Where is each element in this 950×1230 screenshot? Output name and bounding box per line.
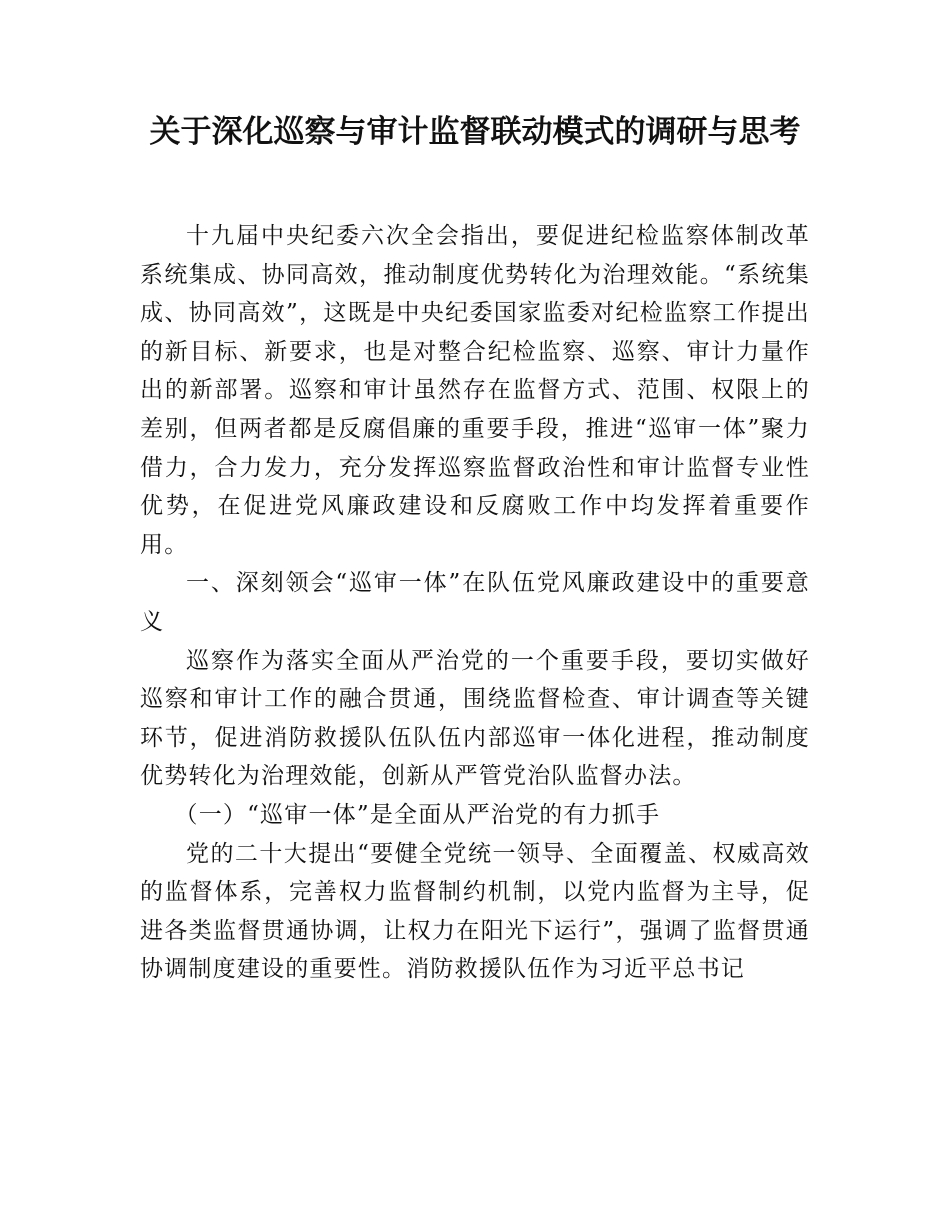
paragraph-subsection-1: 党的二十大提出“要健全党统一领导、全面覆盖、权威高效的监督体系，完善权力监督制约机制，以党内监督为主导，促进各类监督贯通协调，让权力在阳光下运行”，强调了监督贯通协调制度建设的重要性。消防救援队伍作为习近平总书记 <box>140 840 810 983</box>
document-title: 关于深化巡察与审计监督联动模式的调研与思考 <box>149 114 801 150</box>
section-heading-1: 一、深刻领会“巡审一体”在队伍党风廉政建设中的重要意义 <box>140 570 810 635</box>
document-body <box>140 217 810 989</box>
paragraph-intro: 十九届中央纪委六次全会指出，要促进纪检监察体制改革系统集成、协同高效，推动制度优势转化为治理效能。“系统集成、协同高效”，这既是中央纪委国家监委对纪检监察工作提出的新目标、新要求，也是对整合纪检监察、巡察、审计力量作出的新部署。巡察和审计虽然存在监督方式、范围、权限上的差别，但两者都是反腐倡廉的重要手段，推进“巡审一体”聚力借力，合力发力，充分发挥巡察监督政治性和审计监督专业性优势，在促进党风廉政建设和反腐败工作中均发挥着重要作用。 <box>140 223 810 558</box>
paragraph-section-1: 巡察作为落实全面从严治党的一个重要手段，要切实做好巡察和审计工作的融合贯通，围绕监督检查、审计调查等关键环节，促进消防救援队伍队伍内部巡审一体化进程，推动制度优势转化为治理效能，创新从严管党治队监督办法。 <box>140 647 810 790</box>
subsection-heading-1: （一）“巡审一体”是全面从严治党的有力抓手 <box>174 801 661 828</box>
